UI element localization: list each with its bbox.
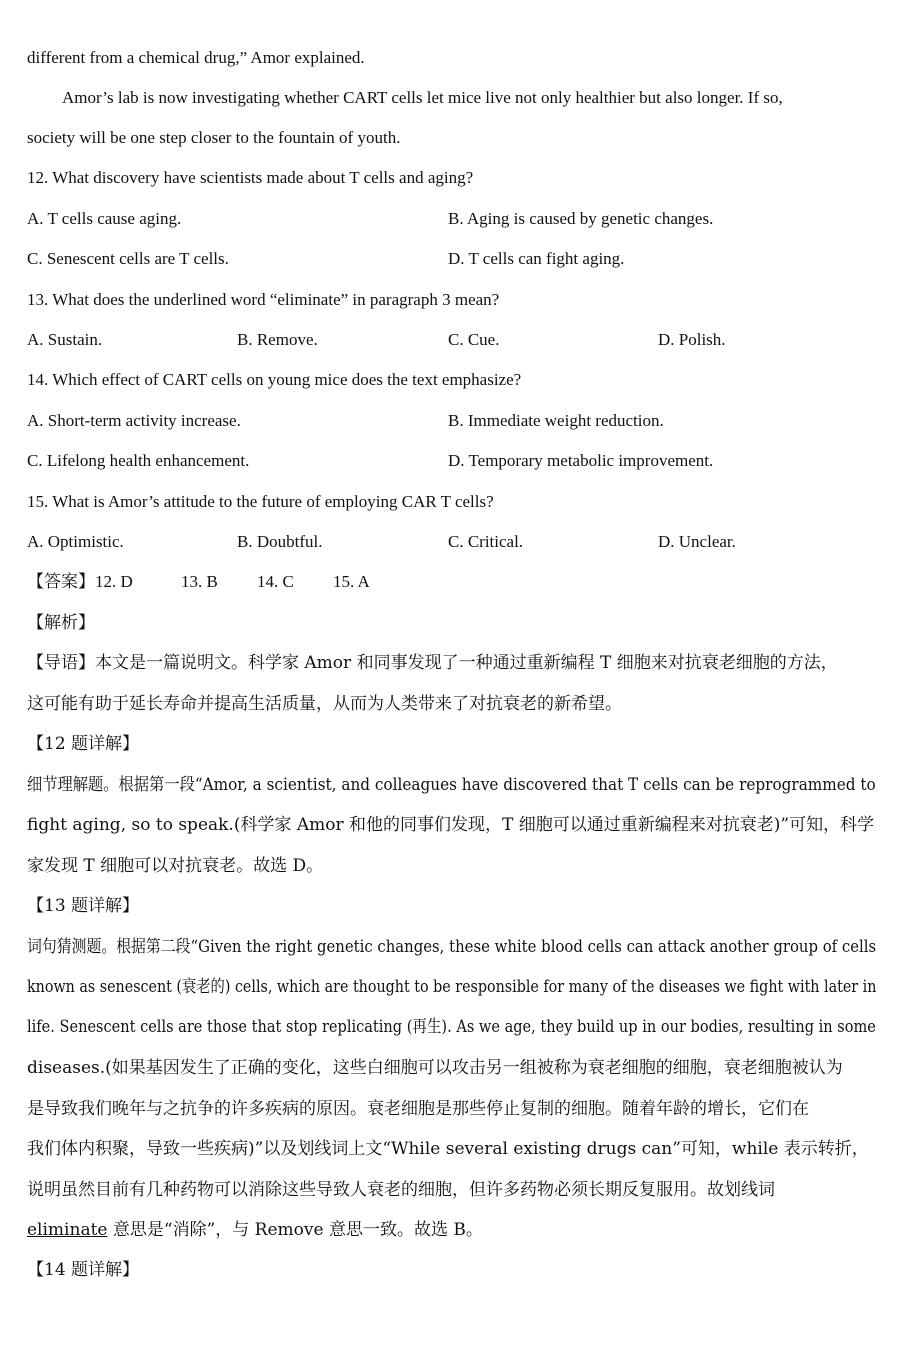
answer-item: 15. A [333, 572, 370, 591]
passage-line: society will be one step closer to the fountain of youth. [27, 128, 401, 147]
q13-line: 是导致我们晚年与之抗争的许多疾病的原因。衰老细胞是那些停止复制的细胞。随着年龄的增长，它们在 [27, 1099, 809, 1119]
question-12-option-a: A. T cells cause aging. [27, 209, 182, 228]
answer-line [27, 572, 370, 592]
answer-item: 12. D [95, 572, 133, 591]
q13-heading: 【13 题详解】 [27, 896, 140, 916]
question-12-option-b: B. Aging is caused by genetic changes. [448, 209, 714, 228]
question-12-option-c: C. Senescent cells are T cells. [27, 249, 229, 268]
q14-heading: 【14 题详解】 [27, 1260, 140, 1280]
question-14-option-b: B. Immediate weight reduction. [448, 411, 664, 430]
question-12-stem: 12. What discovery have scientists made about T cells and aging? [27, 168, 474, 187]
answer-item: 14. C [257, 572, 294, 591]
q13-line: diseases.(如果基因发生了正确的变化，这些白细胞可以攻击另一组被称为衰老细胞的细胞，衰老细胞被认为 [27, 1058, 843, 1078]
answer-item: 13. B [181, 572, 218, 591]
question-12-option-d: D. T cells can fight aging. [448, 249, 625, 268]
q13-line: life. Senescent cells are those that stop replicating (再生). As we age, they build up in our bodies, resulting in some [27, 1017, 876, 1037]
guide-line: 这可能有助于延长寿命并提高生活质量，从而为人类带来了对抗衰老的新希望。 [27, 694, 622, 714]
underlined-word: eliminate [27, 1220, 108, 1240]
question-13-stem: 13. What does the underlined word “eliminate” in paragraph 3 mean? [27, 290, 500, 309]
passage-line: Amor’s lab is now investigating whether CART cells let mice live not only healthier but also longer. If so, [62, 88, 783, 107]
analysis-label: 【解析】 [27, 613, 95, 633]
q13-line: 我们体内积聚，导致一些疾病)”以及划线词上文“While several existing drugs can”可知，while 表示转折， [27, 1139, 869, 1159]
question-14-option-c: C. Lifelong health enhancement. [27, 451, 250, 470]
question-15-option-c: C. Critical. [448, 532, 524, 551]
question-15-stem: 15. What is Amor’s attitude to the future of employing CAR T cells? [27, 492, 494, 511]
q12-line: fight aging, so to speak.(科学家 Amor 和他的同事们发现，T 细胞可以通过重新编程来对抗衰老)”可知，科学 [27, 815, 875, 835]
question-13-option-c: C. Cue. [448, 330, 500, 349]
q13-line [27, 1220, 483, 1240]
q13-line: 说明虽然目前有几种药物可以消除这些导致人衰老的细胞，但许多药物必须长期反复服用。故划线词 [27, 1180, 775, 1200]
q12-heading: 【12 题详解】 [27, 734, 140, 754]
question-13-option-b: B. Remove. [237, 330, 318, 349]
question-13-option-d: D. Polish. [658, 330, 726, 349]
question-15-option-a: A. Optimistic. [27, 532, 124, 551]
q12-line: 细节理解题。根据第一段“Amor, a scientist, and colleagues have discovered that T cells can be reprogrammed to [27, 775, 876, 795]
question-14-option-a: A. Short-term activity increase. [27, 411, 241, 430]
passage-line: different from a chemical drug,” Amor explained. [27, 48, 365, 67]
q13-line-rest: 意思是“消除”，与 Remove 意思一致。故选 B。 [107, 1220, 483, 1240]
q13-line: known as senescent (衰老的) cells, which are thought to be responsible for many of the diseases we fight with later in [27, 977, 877, 997]
guide-line: 【导语】本文是一篇说明文。科学家 Amor 和同事发现了一种通过重新编程 T 细胞来对抗衰老细胞的方法， [27, 653, 838, 673]
q12-line: 家发现 T 细胞可以对抗衰老。故选 D。 [27, 856, 324, 876]
question-13-option-a: A. Sustain. [27, 330, 103, 349]
question-15-option-d: D. Unclear. [658, 532, 736, 551]
question-14-stem: 14. Which effect of CART cells on young mice does the text emphasize? [27, 370, 522, 389]
answer-label: 【答案】 [27, 572, 95, 592]
question-15-option-b: B. Doubtful. [237, 532, 323, 551]
q13-line: 词句猜测题。根据第二段“Given the right genetic changes, these white blood cells can attack another group of cells [27, 937, 877, 957]
question-14-option-d: D. Temporary metabolic improvement. [448, 451, 714, 470]
